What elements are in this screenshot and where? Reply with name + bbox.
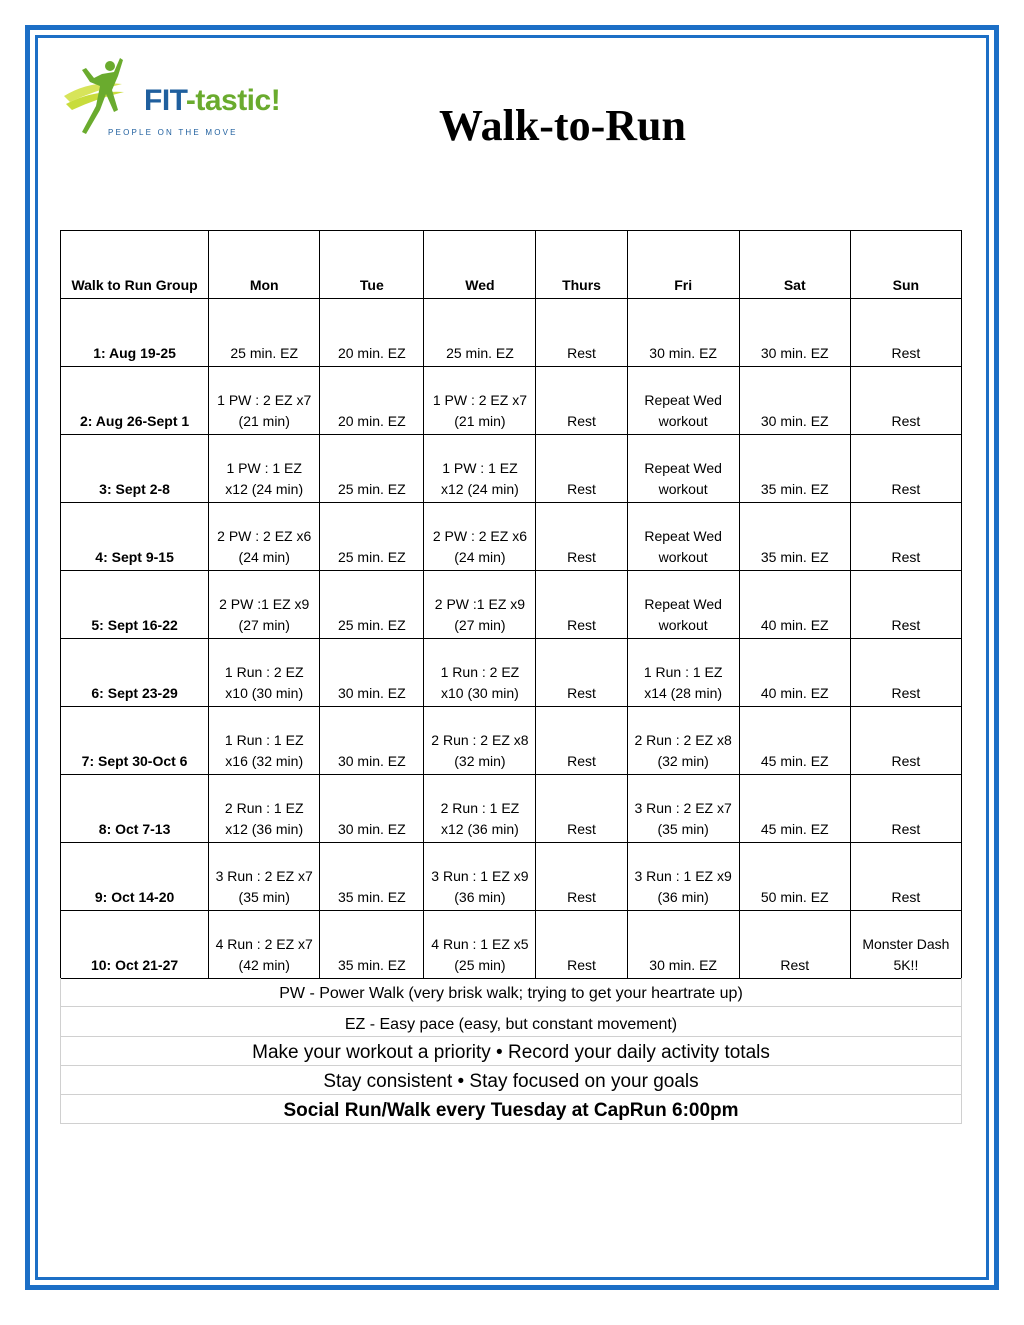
table-cell: 1 PW : 1 EZ x12 (24 min)	[424, 435, 536, 503]
table-cell: 2 PW : 2 EZ x6 (24 min)	[209, 503, 320, 571]
note-easy-pace-legend: EZ - Easy pace (easy, but constant movement)	[60, 1007, 962, 1037]
table-cell: Monster Dash 5K!!	[850, 911, 961, 979]
table-cell: Rest	[850, 843, 961, 911]
table-row	[61, 843, 962, 911]
table-cell: 25 min. EZ	[320, 571, 424, 639]
table-cell: 30 min. EZ	[739, 299, 850, 367]
table-cell: 30 min. EZ	[320, 639, 424, 707]
table-row	[61, 367, 962, 435]
table-cell: 35 min. EZ	[739, 435, 850, 503]
table-cell: 45 min. EZ	[739, 707, 850, 775]
table-cell: 20 min. EZ	[320, 299, 424, 367]
table-row	[61, 639, 962, 707]
table-cell: 2 PW :1 EZ x9 (27 min)	[424, 571, 536, 639]
table-cell: 35 min. EZ	[739, 503, 850, 571]
table-cell: 25 min. EZ	[320, 435, 424, 503]
note-priority: Make your workout a priority • Record your daily activity totals	[60, 1037, 962, 1066]
column-header-mon: Mon	[209, 231, 320, 299]
table-cell: Rest	[850, 775, 961, 843]
table-cell: Repeat Wed workout	[627, 503, 739, 571]
table-row	[61, 775, 962, 843]
column-header-wed: Wed	[424, 231, 536, 299]
table-cell: Rest	[536, 775, 627, 843]
table-cell: Rest	[850, 503, 961, 571]
table-cell: 1 Run : 2 EZ x10 (30 min)	[209, 639, 320, 707]
table-row	[61, 435, 962, 503]
table-cell: 20 min. EZ	[320, 367, 424, 435]
table-cell: Rest	[536, 299, 627, 367]
table-row	[61, 503, 962, 571]
table-cell: Rest	[850, 299, 961, 367]
table-cell: 30 min. EZ	[320, 707, 424, 775]
note-consistency: Stay consistent • Stay focused on your goals	[60, 1066, 962, 1095]
group-cell: 6: Sept 23-29	[61, 639, 209, 707]
table-cell: 50 min. EZ	[739, 843, 850, 911]
table-cell: 1 PW : 2 EZ x7 (21 min)	[424, 367, 536, 435]
table-cell: Rest	[850, 639, 961, 707]
group-cell: 8: Oct 7-13	[61, 775, 209, 843]
logo-brand-prefix: FIT	[144, 84, 186, 117]
logo-wordmark	[144, 84, 280, 118]
table-cell: 40 min. EZ	[739, 571, 850, 639]
table-cell: Repeat Wed workout	[627, 367, 739, 435]
column-header-tue: Tue	[320, 231, 424, 299]
group-cell: 5: Sept 16-22	[61, 571, 209, 639]
column-header-sat: Sat	[739, 231, 850, 299]
table-cell: 3 Run : 1 EZ x9 (36 min)	[424, 843, 536, 911]
table-cell: Rest	[536, 707, 627, 775]
table-cell: 25 min. EZ	[424, 299, 536, 367]
group-cell: 10: Oct 21-27	[61, 911, 209, 979]
table-cell: 1 Run : 2 EZ x10 (30 min)	[424, 639, 536, 707]
table-cell: Rest	[850, 571, 961, 639]
table-cell: 3 Run : 2 EZ x7 (35 min)	[627, 775, 739, 843]
group-cell: 7: Sept 30-Oct 6	[61, 707, 209, 775]
page-title: Walk-to-Run	[439, 101, 686, 150]
note-power-walk-legend: PW - Power Walk (very brisk walk; trying to get your heartrate up)	[60, 978, 962, 1007]
table-cell: 2 Run : 2 EZ x8 (32 min)	[627, 707, 739, 775]
table-cell: 2 Run : 1 EZ x12 (36 min)	[209, 775, 320, 843]
table-cell: Rest	[536, 911, 627, 979]
table-cell: 1 Run : 1 EZ x14 (28 min)	[627, 639, 739, 707]
column-header-thurs: Thurs	[536, 231, 627, 299]
table-cell: 35 min. EZ	[320, 843, 424, 911]
fit-tastic-logo	[62, 52, 282, 144]
table-cell: Rest	[850, 435, 961, 503]
table-cell: 3 Run : 2 EZ x7 (35 min)	[209, 843, 320, 911]
table-header-row	[61, 231, 962, 299]
column-header-group: Walk to Run Group	[61, 231, 209, 299]
column-header-fri: Fri	[627, 231, 739, 299]
table-cell: Rest	[536, 843, 627, 911]
table-row	[61, 571, 962, 639]
table-cell: 25 min. EZ	[209, 299, 320, 367]
table-cell: 1 PW : 1 EZ x12 (24 min)	[209, 435, 320, 503]
schedule-table	[60, 230, 962, 979]
table-cell: 30 min. EZ	[627, 299, 739, 367]
table-cell: 40 min. EZ	[739, 639, 850, 707]
table-cell: Rest	[850, 707, 961, 775]
table-cell: 35 min. EZ	[320, 911, 424, 979]
table-cell: 25 min. EZ	[320, 503, 424, 571]
table-cell: Rest	[536, 435, 627, 503]
table-cell: Rest	[536, 503, 627, 571]
table-cell: Rest	[536, 571, 627, 639]
table-cell: 2 PW : 2 EZ x6 (24 min)	[424, 503, 536, 571]
note-social-run: Social Run/Walk every Tuesday at CapRun 6:00pm	[60, 1095, 962, 1124]
group-cell: 1: Aug 19-25	[61, 299, 209, 367]
table-cell: Rest	[536, 639, 627, 707]
table-cell: 2 Run : 2 EZ x8 (32 min)	[424, 707, 536, 775]
table-cell: Rest	[536, 367, 627, 435]
logo-brand-suffix: -tastic!	[185, 84, 281, 117]
table-cell: 30 min. EZ	[320, 775, 424, 843]
table-cell: 2 PW :1 EZ x9 (27 min)	[209, 571, 320, 639]
table-cell: Rest	[850, 367, 961, 435]
table-cell: Repeat Wed workout	[627, 571, 739, 639]
group-cell: 3: Sept 2-8	[61, 435, 209, 503]
table-row	[61, 299, 962, 367]
table-cell: 1 PW : 2 EZ x7 (21 min)	[209, 367, 320, 435]
table-cell: 3 Run : 1 EZ x9 (36 min)	[627, 843, 739, 911]
table-cell: 30 min. EZ	[739, 367, 850, 435]
group-cell: 9: Oct 14-20	[61, 843, 209, 911]
group-cell: 2: Aug 26-Sept 1	[61, 367, 209, 435]
table-cell: 30 min. EZ	[627, 911, 739, 979]
table-cell: Rest	[739, 911, 850, 979]
table-cell: 45 min. EZ	[739, 775, 850, 843]
table-cell: 1 Run : 1 EZ x16 (32 min)	[209, 707, 320, 775]
table-cell: Repeat Wed workout	[627, 435, 739, 503]
logo-tagline: PEOPLE ON THE MOVE	[108, 128, 238, 137]
table-cell: 2 Run : 1 EZ x12 (36 min)	[424, 775, 536, 843]
notes-section	[60, 978, 962, 1124]
table-row	[61, 707, 962, 775]
group-cell: 4: Sept 9-15	[61, 503, 209, 571]
table-row	[61, 911, 962, 979]
column-header-sun: Sun	[850, 231, 961, 299]
table-cell: 4 Run : 1 EZ x5 (25 min)	[424, 911, 536, 979]
table-cell: 4 Run : 2 EZ x7 (42 min)	[209, 911, 320, 979]
